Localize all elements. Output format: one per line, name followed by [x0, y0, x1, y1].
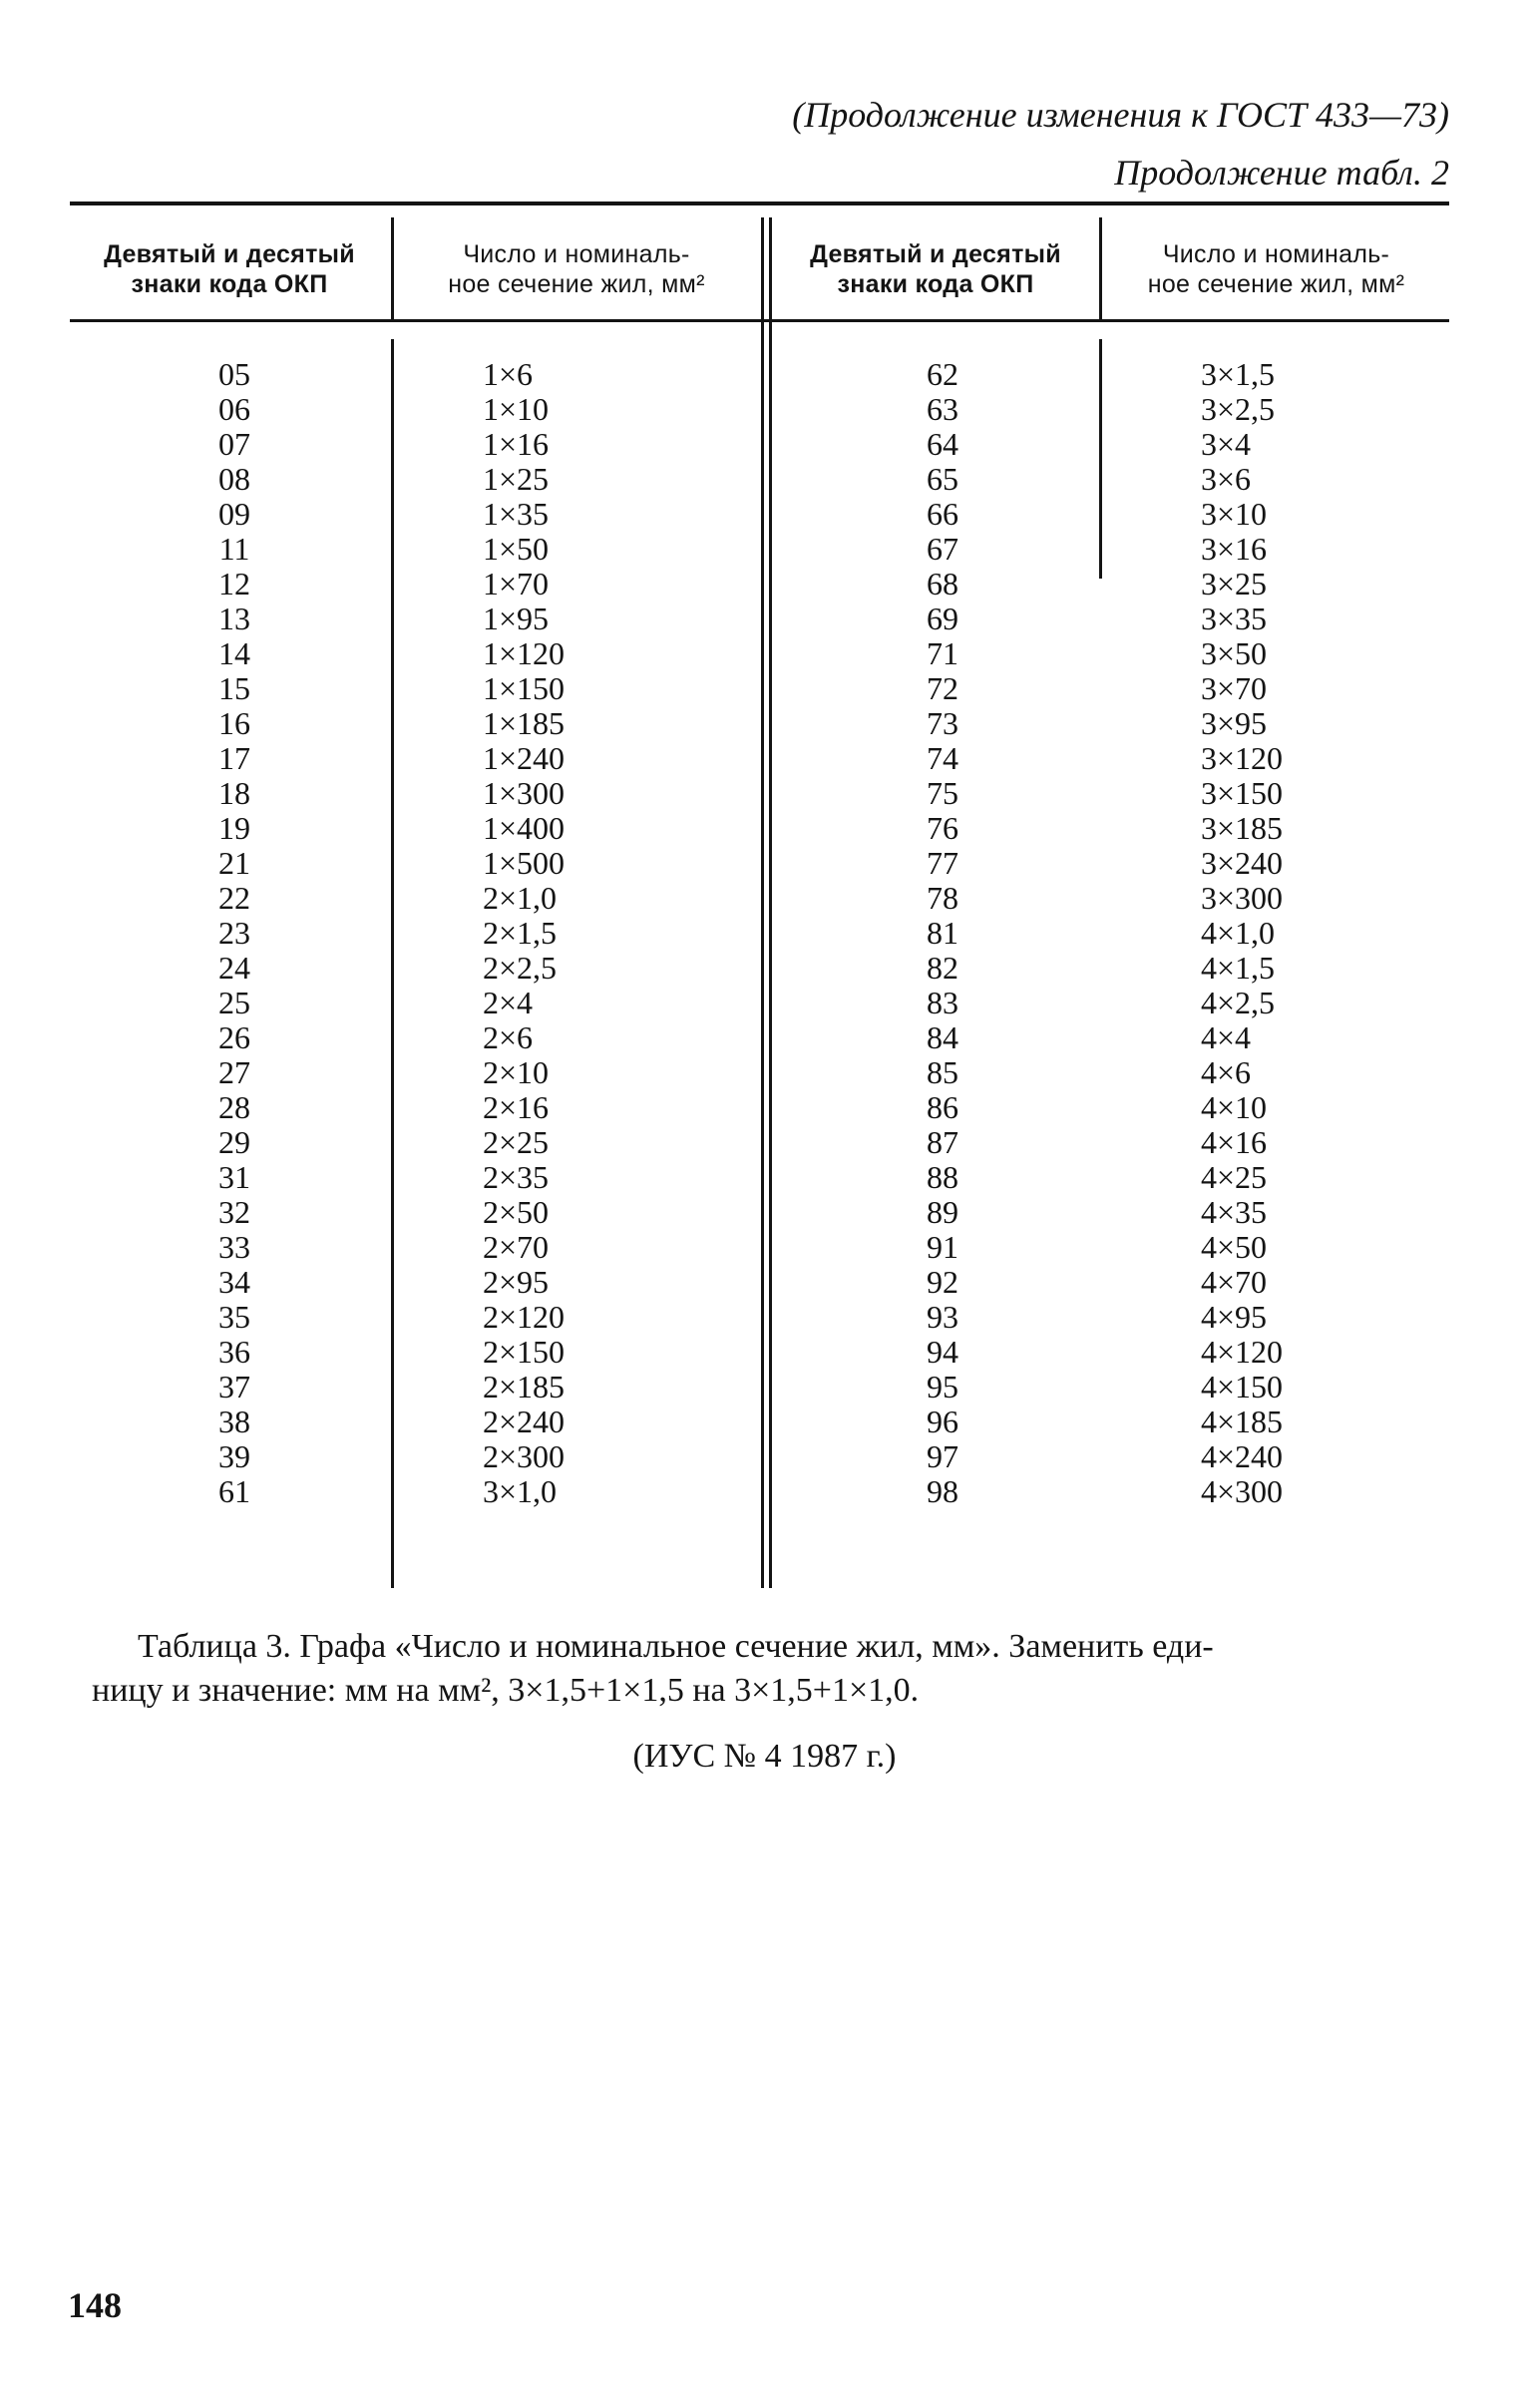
right-section-cell: 3×1,5	[1201, 356, 1276, 392]
right-section-cell: 4×70	[1201, 1264, 1268, 1300]
right-section-cell: 3×16	[1201, 531, 1268, 567]
right-section-cell: 4×120	[1201, 1334, 1284, 1370]
left-section-cell: 2×240	[483, 1404, 566, 1439]
column-divider	[1099, 217, 1102, 319]
right-okp-code-cell: 77	[927, 845, 958, 881]
right-section-cell: 3×6	[1201, 461, 1252, 497]
column-header-code	[774, 221, 1097, 317]
left-okp-code-cell: 19	[218, 810, 250, 846]
left-okp-code-cell: 35	[218, 1299, 250, 1335]
table-header-rule	[70, 319, 1449, 322]
left-section-cell: 1×25	[483, 461, 550, 497]
right-okp-code-cell: 66	[927, 496, 958, 532]
left-okp-code-cell: 22	[218, 880, 250, 916]
left-okp-code-cell: 18	[218, 775, 250, 811]
left-okp-code-cell: 25	[218, 985, 250, 1020]
right-okp-code-cell: 65	[927, 461, 958, 497]
left-okp-code-cell: 12	[218, 566, 250, 602]
left-okp-code-cell: 39	[218, 1438, 250, 1474]
right-okp-code-cell: 73	[927, 705, 958, 741]
note-line-1: Таблица 3. Графа «Число и номинальное сечение жил, мм». Заменить еди-	[138, 1628, 1214, 1665]
right-section-cell: 4×1,0	[1201, 915, 1276, 951]
left-okp-code-cell: 05	[218, 356, 250, 392]
column-divider	[391, 339, 394, 1588]
right-section-cell: 4×150	[1201, 1369, 1284, 1405]
right-okp-code-cell: 83	[927, 985, 958, 1020]
left-section-cell: 2×150	[483, 1334, 566, 1370]
right-okp-code-cell: 89	[927, 1194, 958, 1230]
header-text: знаки кода ОКП	[837, 270, 1034, 298]
left-section-cell: 1×10	[483, 391, 550, 427]
right-section-cell: 3×150	[1201, 775, 1284, 811]
left-section-cell: 2×6	[483, 1019, 534, 1055]
left-section-cell: 1×70	[483, 566, 550, 602]
right-okp-code-cell: 93	[927, 1299, 958, 1335]
right-section-cell: 3×10	[1201, 496, 1268, 532]
left-section-cell: 2×95	[483, 1264, 550, 1300]
left-section-cell: 3×1,0	[483, 1473, 558, 1509]
right-okp-code-cell: 88	[927, 1159, 958, 1195]
right-okp-code-cell: 91	[927, 1229, 958, 1265]
left-okp-code-cell: 27	[218, 1054, 250, 1090]
right-okp-code-cell: 72	[927, 670, 958, 706]
left-okp-code-cell: 36	[218, 1334, 250, 1370]
right-okp-code-cell: 85	[927, 1054, 958, 1090]
left-section-cell: 1×150	[483, 670, 566, 706]
left-section-cell: 1×120	[483, 635, 566, 671]
left-okp-code-cell: 17	[218, 740, 250, 776]
left-section-cell: 1×6	[483, 356, 534, 392]
page-number: 148	[68, 2285, 122, 2325]
left-section-cell: 2×25	[483, 1124, 550, 1160]
column-header-section	[395, 221, 758, 317]
double-divider-left	[761, 217, 764, 1588]
column-divider	[391, 217, 394, 319]
right-section-cell: 3×25	[1201, 566, 1268, 602]
right-section-cell: 3×240	[1201, 845, 1284, 881]
left-section-cell: 1×400	[483, 810, 566, 846]
column-divider	[1099, 339, 1102, 579]
left-okp-code-cell: 38	[218, 1404, 250, 1439]
left-section-cell: 2×4	[483, 985, 534, 1020]
left-section-cell: 2×185	[483, 1369, 566, 1405]
doc-header: (Продолжение изменения к ГОСТ 433—73)	[792, 95, 1449, 135]
right-okp-code-cell: 76	[927, 810, 958, 846]
left-okp-code-cell: 09	[218, 496, 250, 532]
left-section-cell: 1×95	[483, 601, 550, 636]
header-text: Девятый и десятый	[104, 240, 355, 268]
right-okp-code-cell: 81	[927, 915, 958, 951]
right-okp-code-cell: 75	[927, 775, 958, 811]
left-okp-code-cell: 29	[218, 1124, 250, 1160]
left-section-cell: 2×10	[483, 1054, 550, 1090]
right-okp-code-cell: 92	[927, 1264, 958, 1300]
right-okp-code-cell: 67	[927, 531, 958, 567]
left-okp-code-cell: 06	[218, 391, 250, 427]
left-section-cell: 1×35	[483, 496, 550, 532]
right-section-cell: 3×35	[1201, 601, 1268, 636]
right-okp-code-cell: 69	[927, 601, 958, 636]
column-header-code	[70, 221, 389, 317]
right-section-cell: 4×95	[1201, 1299, 1268, 1335]
right-okp-code-cell: 87	[927, 1124, 958, 1160]
right-section-cell: 4×2,5	[1201, 985, 1276, 1020]
header-text: ное сечение жил, мм²	[1147, 270, 1405, 298]
left-okp-code-cell: 33	[218, 1229, 250, 1265]
header-text: Число и номиналь-	[463, 240, 690, 268]
right-section-cell: 3×120	[1201, 740, 1284, 776]
right-okp-code-cell: 68	[927, 566, 958, 602]
right-okp-code-cell: 63	[927, 391, 958, 427]
left-section-cell: 1×500	[483, 845, 566, 881]
left-section-cell: 1×300	[483, 775, 566, 811]
right-section-cell: 4×1,5	[1201, 950, 1276, 986]
right-section-cell: 4×16	[1201, 1124, 1268, 1160]
header-text: Число и номиналь-	[1162, 240, 1390, 268]
right-section-cell: 4×25	[1201, 1159, 1268, 1195]
right-okp-code-cell: 94	[927, 1334, 958, 1370]
left-okp-code-cell: 28	[218, 1089, 250, 1125]
right-section-cell: 3×50	[1201, 635, 1268, 671]
header-text: Девятый и десятый	[810, 240, 1061, 268]
right-okp-code-cell: 78	[927, 880, 958, 916]
right-okp-code-cell: 64	[927, 426, 958, 462]
right-section-cell: 4×4	[1201, 1019, 1252, 1055]
left-okp-code-cell: 14	[218, 635, 250, 671]
left-section-cell: 1×16	[483, 426, 550, 462]
left-section-cell: 2×70	[483, 1229, 550, 1265]
left-section-cell: 2×300	[483, 1438, 566, 1474]
right-section-cell: 4×240	[1201, 1438, 1284, 1474]
left-okp-code-cell: 11	[218, 531, 250, 567]
right-okp-code-cell: 62	[927, 356, 958, 392]
left-okp-code-cell: 13	[218, 601, 250, 636]
ius-reference: (ИУС № 4 1987 г.)	[632, 1738, 897, 1775]
right-section-cell: 4×35	[1201, 1194, 1268, 1230]
left-section-cell: 1×240	[483, 740, 566, 776]
left-section-cell: 1×50	[483, 531, 550, 567]
left-okp-code-cell: 26	[218, 1019, 250, 1055]
left-okp-code-cell: 31	[218, 1159, 250, 1195]
right-okp-code-cell: 96	[927, 1404, 958, 1439]
right-section-cell: 4×10	[1201, 1089, 1268, 1125]
left-section-cell: 2×50	[483, 1194, 550, 1230]
column-header-section	[1103, 221, 1449, 317]
right-okp-code-cell: 74	[927, 740, 958, 776]
left-section-cell: 1×185	[483, 705, 566, 741]
right-section-cell: 4×300	[1201, 1473, 1284, 1509]
right-okp-code-cell: 98	[927, 1473, 958, 1509]
right-okp-code-cell: 97	[927, 1438, 958, 1474]
left-section-cell: 2×1,0	[483, 880, 558, 916]
table-top-rule	[70, 201, 1449, 205]
left-okp-code-cell: 08	[218, 461, 250, 497]
right-section-cell: 3×4	[1201, 426, 1252, 462]
header-text: знаки кода ОКП	[131, 270, 328, 298]
left-section-cell: 2×35	[483, 1159, 550, 1195]
left-okp-code-cell: 21	[218, 845, 250, 881]
left-okp-code-cell: 32	[218, 1194, 250, 1230]
right-section-cell: 3×300	[1201, 880, 1284, 916]
left-okp-code-cell: 15	[218, 670, 250, 706]
left-okp-code-cell: 23	[218, 915, 250, 951]
right-section-cell: 3×95	[1201, 705, 1268, 741]
double-divider-right	[769, 217, 772, 1588]
left-section-cell: 2×16	[483, 1089, 550, 1125]
left-section-cell: 2×120	[483, 1299, 566, 1335]
right-okp-code-cell: 84	[927, 1019, 958, 1055]
left-section-cell: 2×1,5	[483, 915, 558, 951]
left-okp-code-cell: 37	[218, 1369, 250, 1405]
header-text: ное сечение жил, мм²	[448, 270, 705, 298]
left-okp-code-cell: 61	[218, 1473, 250, 1509]
left-section-cell: 2×2,5	[483, 950, 558, 986]
right-okp-code-cell: 86	[927, 1089, 958, 1125]
right-section-cell: 3×2,5	[1201, 391, 1276, 427]
right-section-cell: 3×185	[1201, 810, 1284, 846]
note-line-2: ницу и значение: мм на мм², 3×1,5+1×1,5 на 3×1,5+1×1,0.	[92, 1672, 920, 1709]
left-okp-code-cell: 07	[218, 426, 250, 462]
right-section-cell: 4×185	[1201, 1404, 1284, 1439]
right-okp-code-cell: 95	[927, 1369, 958, 1405]
right-section-cell: 4×50	[1201, 1229, 1268, 1265]
table-continued-label: Продолжение табл. 2	[1114, 153, 1449, 193]
left-okp-code-cell: 24	[218, 950, 250, 986]
right-section-cell: 3×70	[1201, 670, 1268, 706]
right-okp-code-cell: 82	[927, 950, 958, 986]
right-section-cell: 4×6	[1201, 1054, 1252, 1090]
left-okp-code-cell: 34	[218, 1264, 250, 1300]
left-okp-code-cell: 16	[218, 705, 250, 741]
right-okp-code-cell: 71	[927, 635, 958, 671]
